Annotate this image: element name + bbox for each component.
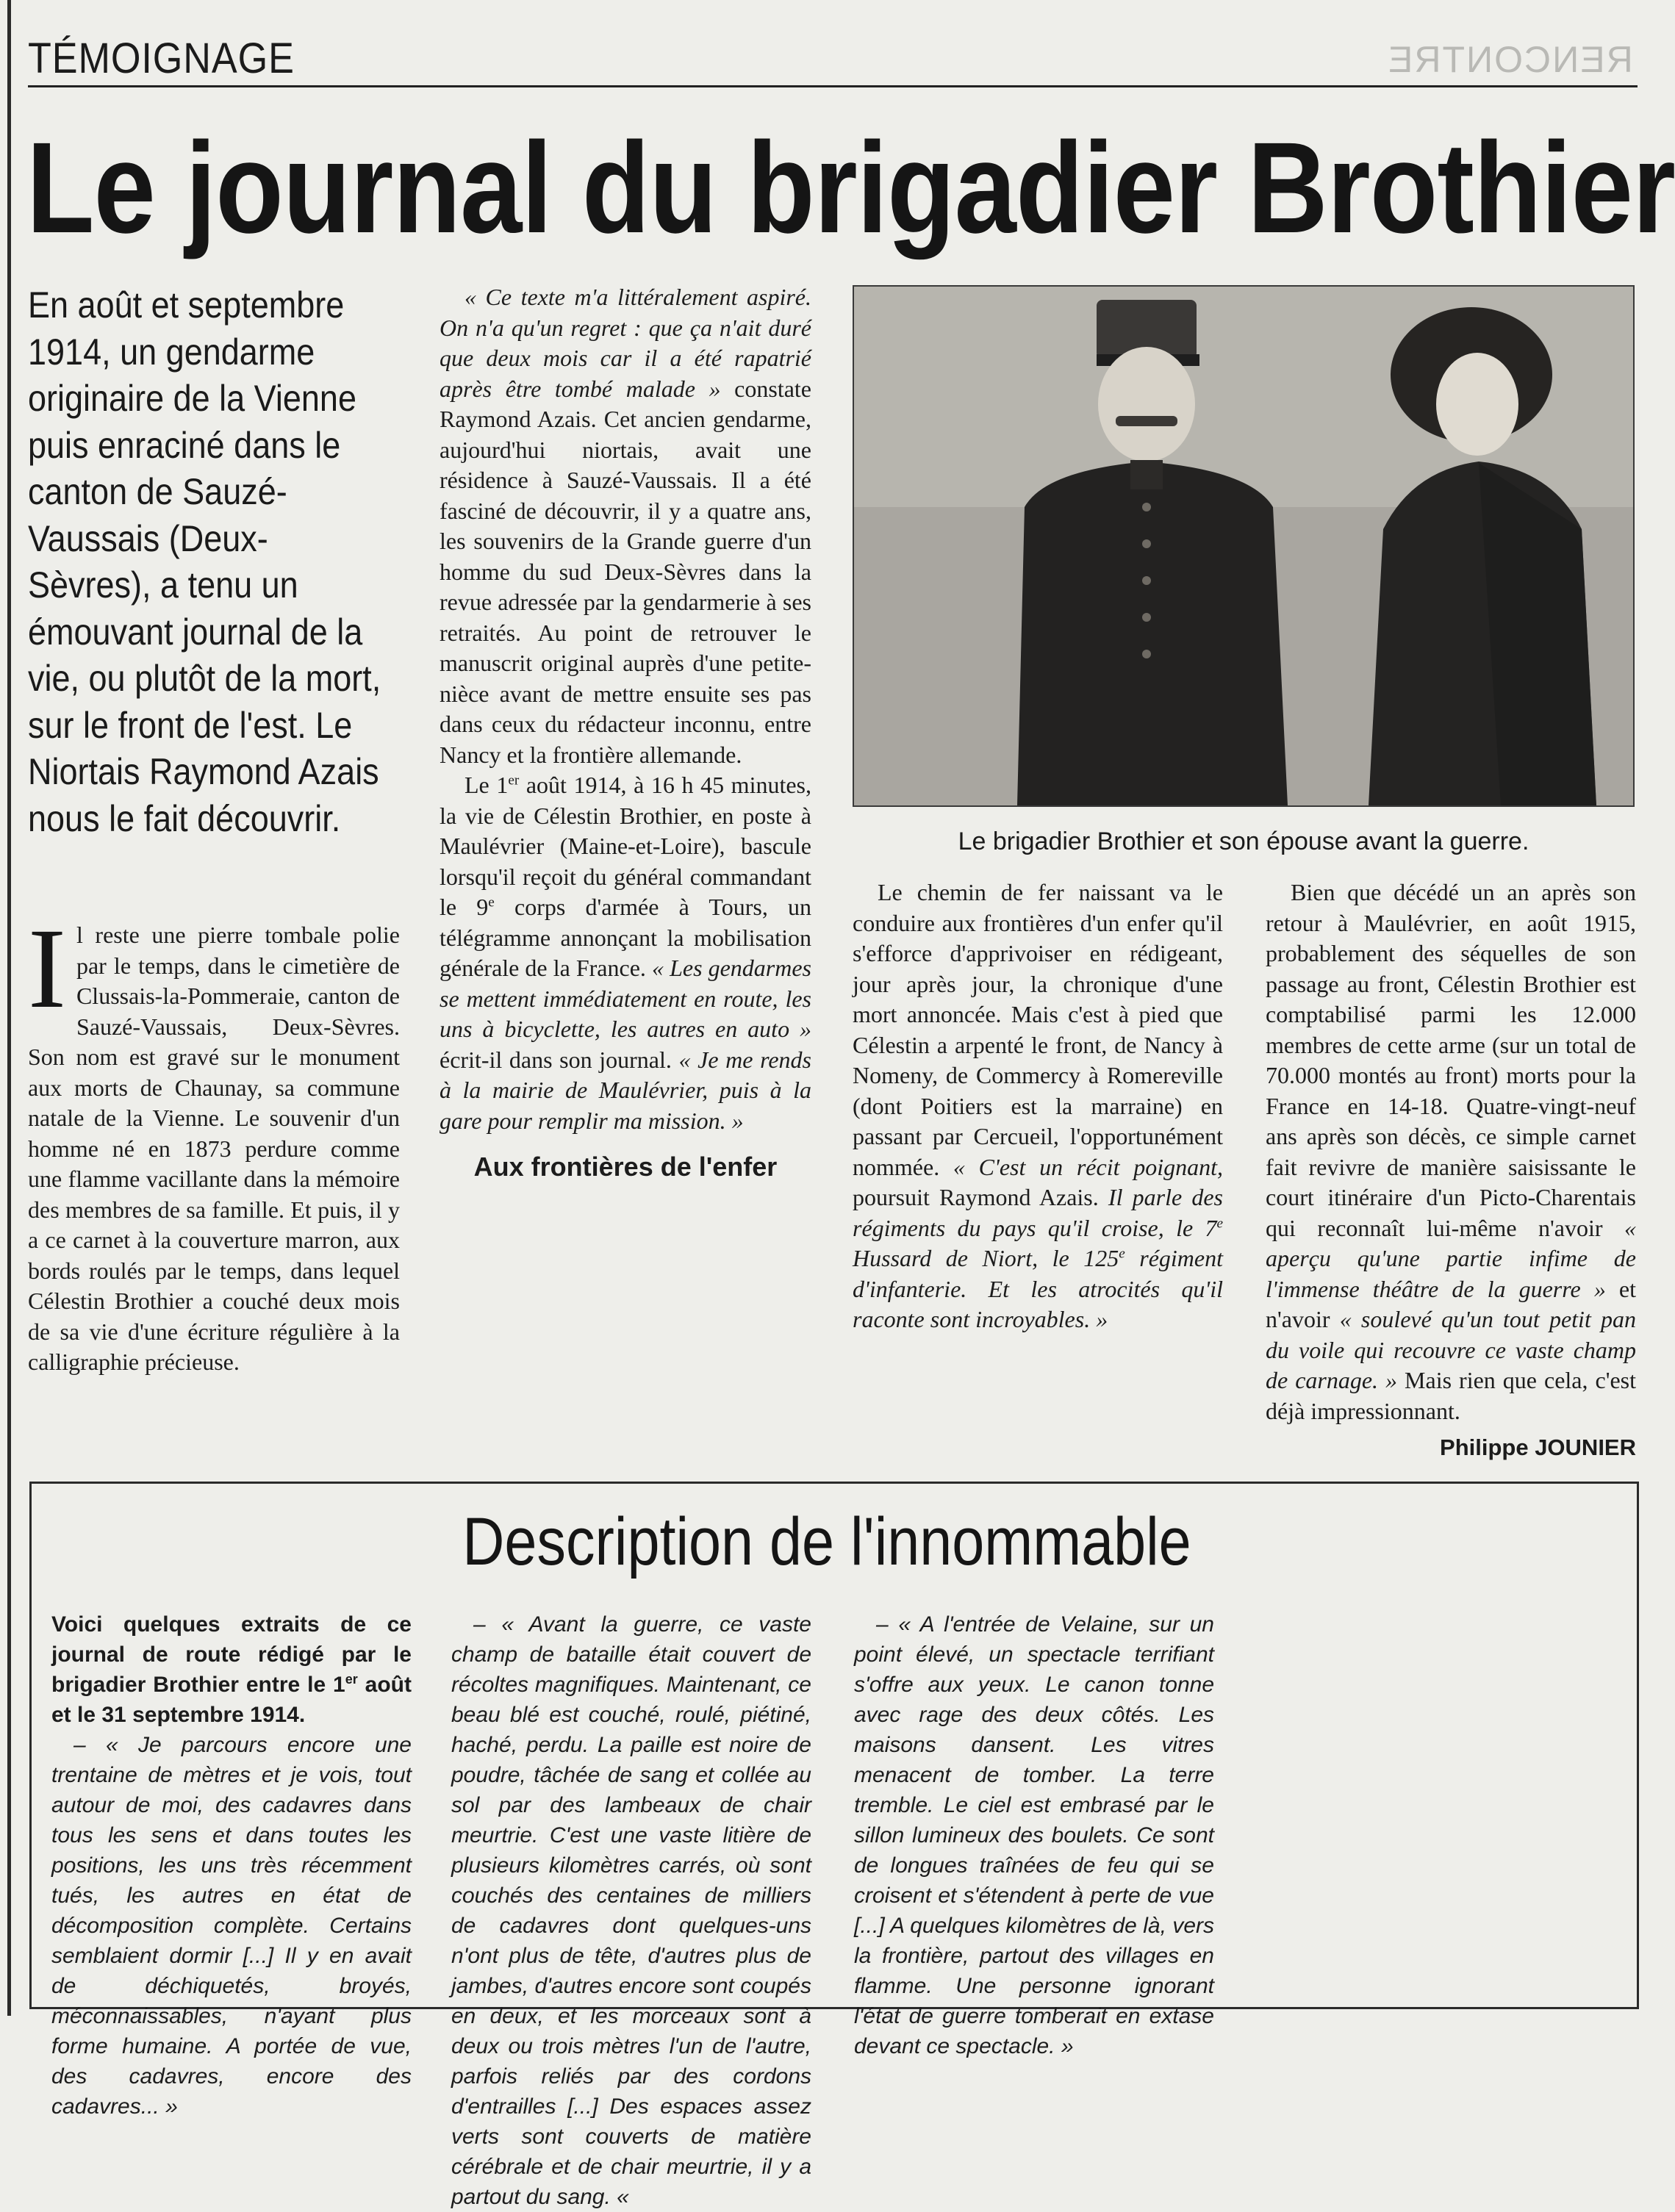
- article-text: Bien que décédé un an après son retour à Maulévrier, en août 1915, probablement des séquelles de son passage au front, Célestin Brothier est comptabilisé parmi les 12.000 membres de cette arme (sur un total de 70.000 montés au front) morts pour la France en 14-18. Quatre-vingt-neuf ans après son décès, ce simple carnet fait revivre de manière saisissante le court itinéraire d'un Picto-Charentais qui reconnaît lui-même n'avoir: [1266, 879, 1636, 1241]
- section-rubric: TÉMOIGNAGE: [28, 35, 295, 82]
- article-text: poursuit Raymond Azais.: [853, 1184, 1108, 1210]
- article-column-2-body: [440, 282, 811, 1191]
- quote: « Ce texte m'a littéralement aspiré. On n'a qu'un regret : que ça n'ait duré que deux mois car il a été rapatrié après être tombé malade »: [440, 284, 811, 402]
- quote: « soulevé qu'un tout petit pan du voile qui recouvre ce vaste champ de carnage. »: [1266, 1306, 1636, 1393]
- quote: « C'est un récit poignant,: [953, 1153, 1224, 1180]
- excerpt-2: – « Avant la guerre, ce vaste champ de bataille était couvert de récoltes magnifiques. Maintenant, ce beau blé est couché, roulé, piétiné, haché, perdu. La paille est noire de poudre, tâchée de sang et collée au sol par des lambeaux de chair meurtrie. C'est une vaste litière de plusieurs kilomètres carrés, où sont couchés des centaines de milliers de cadavres dont quelques-uns n'ont plus de tête, d'autres plus de jambes, d'autres encore sont coupés en deux, et les morceaux sont à deux ou trois mètres l'un de l'autre, parfois reliés par des cordons d'entrailles [...] Des espaces assez verts sont couverts de matière cérébrale et de chair meurtrie, il y a partout du sang. «: [451, 1612, 811, 2209]
- quote-text: Il parle des régiments du pays qu'il croise, le 7: [853, 1184, 1224, 1241]
- sidebar-lead: [51, 1609, 412, 1730]
- article-paragraph-3: [440, 770, 811, 1136]
- sidebar-column-3: [854, 1609, 1214, 2061]
- rubric-rule: [28, 85, 1638, 87]
- photo-caption: Le brigadier Brothier et son épouse avant la guerre.: [958, 827, 1529, 855]
- standfirst: En août et septembre 1914, un gendarme originaire de la Vienne puis enraciné dans le canton de Sauzé-Vaussais (Deux-Sèvres), a tenu un émouvant journal de la vie, ou plutôt de la mort, sur le front de l'est. Le Niortais Raymond Azais nous le fait découvrir.: [28, 284, 381, 839]
- author-signature: Philippe JOUNIER: [1440, 1434, 1636, 1460]
- quote: « aperçu qu'une partie infime de l'immense théâtre de la guerre »: [1266, 1214, 1636, 1302]
- article-text: et n'avoir: [1266, 1275, 1637, 1332]
- article-column-1: [28, 905, 400, 1378]
- lead-text: août et le 31 septembre 1914.: [51, 1673, 412, 1727]
- superscript: er: [345, 1672, 358, 1687]
- article-paragraph-4: [853, 877, 1223, 1335]
- quote: « Les gendarmes se mettent immédiatement en route, les uns à bicyclette, les autres en auto »: [440, 955, 812, 1042]
- superscript: e: [1216, 1215, 1223, 1231]
- quote-text: Hussard de Niort, le 125: [853, 1245, 1119, 1271]
- quote-text: régiment d'infanterie. Et les atrocités qu'il raconte sont incroyables. »: [853, 1245, 1224, 1332]
- portrait-photo: [853, 285, 1635, 807]
- drop-cap: I: [28, 905, 66, 1032]
- article-paragraph-2: [440, 282, 811, 770]
- quote: « Je me rends à la mairie de Maulévrier, puis à la gare pour remplir ma mission. »: [440, 1046, 812, 1134]
- article-text: l reste une pierre tombale polie par le temps, dans le cimetière de Clussais-la-Pommeraie, canton de Sauzé-Vaussais, Deux-Sèvres. Son nom est gravé sur le monument aux morts de Chaunay, sa commune natale de la Vienne. Le souvenir d'un homme né en 1873 perdure comme une flamme vacillante dans la mémoire des membres de sa famille. Et puis, il y a ce carnet à la couverture marron, aux bords roulés par le temps, dans lequel Célestin Brothier a couché deux mois de sa vie d'une écriture régulière à la calligraphie précieuse.: [28, 922, 400, 1375]
- lead-text: Voici quelques extraits de ce journal de route rédigé par le brigadier Brothier entre le 1: [51, 1612, 412, 1697]
- article-paragraph-1: [28, 905, 400, 1378]
- superscript: e: [488, 894, 495, 911]
- article-text: Le chemin de fer naissant va le conduire aux frontières d'un enfer qu'il s'efforce d'apprivoiser en rédigeant, jour après jour, la chronique d'une mort annoncée. Mais c'est à pied que Célestin a arpenté le front, de Nancy à Nomeny, de Commercy à Romereville (dont Poitiers est la marraine) en passant par Cercueil, l'opportunément nommée.: [853, 879, 1223, 1180]
- intertitle: Aux frontières de l'enfer: [473, 1152, 778, 1182]
- article-text: Le 1: [465, 772, 509, 798]
- article-text: écrit-il dans son journal.: [440, 1046, 679, 1073]
- sidebar-title: Description de l'innommable: [462, 1504, 1191, 1579]
- article-text: août 1914, à 16 h 45 minutes, la vie de Célestin Brothier, en poste à Maulévrier (Maine-et-Loire), bascule lorsqu'il reçoit du général commandant le 9: [440, 772, 812, 920]
- superscript: er: [508, 772, 520, 789]
- article-column-3: [853, 877, 1223, 1335]
- show-through-rubric: RENCONTRE: [1387, 39, 1633, 80]
- article-column-4: [1266, 877, 1636, 1463]
- superscript: e: [1119, 1246, 1125, 1262]
- article-paragraph-5: [1266, 877, 1636, 1426]
- article-text: constate Raymond Azais. Cet ancien gendarme, aujourd'hui niortais, avait une résidence à Sauzé-Vaussais. Il a été fasciné de découvrir, il y a quatre ans, les souvenirs de la Grande guerre d'un homme du sud Deux-Sèvres dans la revue adressée par la gendarmerie à ses retraités. Au point de retrouver le manuscrit original auprès d'une petite-nièce avant de mettre ensuite ses pas dans ceux du rédacteur inconnu, entre Nancy et la frontière allemande.: [440, 375, 812, 768]
- sidebar-column-1: [51, 1609, 412, 2122]
- sidebar-column-2: [451, 1609, 811, 2212]
- article-text: Mais rien que cela, c'est déjà impressionnant.: [1266, 1367, 1637, 1424]
- article-text: corps d'armée à Tours, un télégramme annonçant la mobilisation générale de la France.: [440, 894, 812, 981]
- excerpt-1: – « Je parcours encore une trentaine de mètres et je vois, tout autour de moi, des cadavres dans tous les sens et dans toutes les positions, les uns très récemment tués, les autres en état de décomposition complète. Certains semblaient dormir [...] Il y en avait de déchiquetés, broyés, méconnaissables, n'ayant plus forme humaine. A portée de vue, des cadavres, encore des cadavres... »: [51, 1733, 412, 2119]
- excerpt-3: – « A l'entrée de Velaine, sur un point élevé, un spectacle terrifiant s'offre aux yeux. Le canon tonne avec rage des deux côtés. Les maisons dansent. Les vitres menacent de tomber. La terre tremble. Le ciel est embrasé par le sillon lumineux des boulets. Ce sont de longues traînées de feu qui se croisent et s'étendent à perte de vue [...] A quelques kilomètres de là, vers la frontière, partout des villages en flamme. Une personne ignorant l'état de guerre tomberait en extase devant ce spectacle. »: [854, 1612, 1214, 2058]
- portrait-illustration: [854, 287, 1633, 805]
- clipping-edge: [7, 0, 11, 2016]
- headline: Le journal du brigadier Brothier: [26, 116, 1675, 260]
